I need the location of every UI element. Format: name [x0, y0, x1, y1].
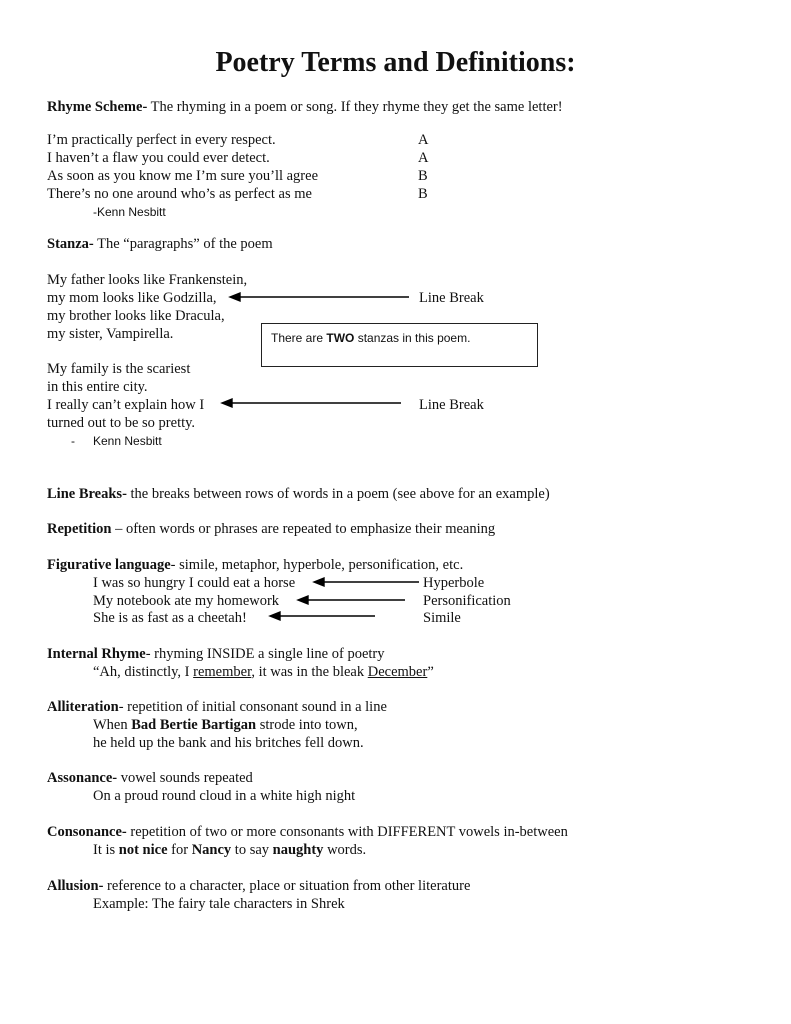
page-title: Poetry Terms and Definitions: [215, 47, 576, 78]
line-break-label: Line Break [419, 290, 484, 306]
poem-author: Kenn Nesbitt [93, 434, 162, 448]
example-emphasis: naughty [272, 842, 324, 858]
term-line-breaks: Line Breaks- [47, 486, 127, 502]
rhyme-word: December [367, 664, 428, 680]
definition-text: – often words or phrases are repeated to emphasize their meaning [111, 521, 496, 537]
alliteration-example: he held up the bank and his britches fell down. [93, 735, 364, 751]
definition-text: - rhyming INSIDE a single line of poetry [145, 646, 385, 662]
note-text: stanzas in this poem. [354, 331, 471, 345]
poem-line: I’m practically perfect in every respect. [47, 132, 276, 148]
term-alliteration: Alliteration [47, 699, 119, 715]
term-figurative-language: Figurative language [47, 557, 171, 573]
example-line: My notebook ate my homework [93, 593, 280, 609]
poem-line: My family is the scariest [47, 361, 191, 377]
example-text: When [93, 717, 132, 733]
arrow-head-icon [298, 596, 308, 604]
definition-text: repetition of two or more consonants with DIFFERENT vowels in-between [126, 824, 568, 840]
poem-line: my sister, Vampirella. [47, 326, 174, 342]
example-text: It is [93, 842, 119, 858]
example-text: for [167, 842, 192, 858]
term-stanza: Stanza- [47, 236, 94, 252]
definition-text: vowel sounds repeated [117, 770, 253, 786]
arrow-head-icon [314, 578, 324, 586]
poem-line: turned out to be so pretty. [47, 415, 196, 431]
note-emphasis: TWO [326, 331, 355, 345]
figure-label: Hyperbole [423, 575, 485, 591]
definition-text: - simile, metaphor, hyperbole, personification, etc. [170, 557, 464, 573]
example-text: , it was in the bleak [251, 664, 368, 680]
poem-line: There’s no one around who’s as perfect as me [47, 186, 312, 202]
allusion-example: Example: The fairy tale characters in Shrek [93, 896, 345, 912]
poem-line: my mom looks like Godzilla, [47, 290, 217, 306]
definition-text: the breaks between rows of words in a poem (see above for an example) [126, 486, 550, 502]
example-text: strode into town, [256, 717, 358, 733]
definition-text: reference to a character, place or situation from other literature [103, 878, 471, 894]
example-line: She is as fast as a cheetah! [93, 610, 247, 626]
rhyme-letter: A [418, 150, 429, 166]
rhyme-word: remember [193, 664, 252, 680]
assonance-example: On a proud round cloud in a white high night [93, 788, 356, 804]
definition-text: The “paragraphs” of the poem [93, 236, 273, 252]
figure-label: Simile [423, 610, 461, 626]
term-allusion: Allusion- [47, 878, 104, 894]
example-emphasis: Bad Bertie Bartigan [131, 717, 257, 733]
arrow-head-icon [270, 612, 280, 620]
example-text: “Ah, distinctly, I [93, 664, 194, 680]
poem-line: my brother looks like Dracula, [47, 308, 225, 324]
poem-author: -Kenn Nesbitt [93, 205, 166, 219]
example-emphasis: Nancy [191, 842, 232, 858]
arrow-head-icon [230, 293, 240, 301]
term-repetition: Repetition [47, 521, 112, 537]
rhyme-letter: A [418, 132, 429, 148]
poem-line: As soon as you know me I’m sure you’ll agree [47, 168, 319, 184]
definition-text: - repetition of initial consonant sound in a line [118, 699, 387, 715]
definition-text: The rhyming in a poem or song. If they rhyme they get the same letter! [147, 99, 563, 115]
note-text: There are [271, 331, 327, 345]
poem-line: I haven’t a flaw you could ever detect. [47, 150, 270, 166]
example-text: ” [427, 664, 434, 680]
example-text: to say [231, 842, 273, 858]
example-emphasis: not nice [118, 842, 168, 858]
poem-line: I really can’t explain how I [47, 397, 205, 413]
example-text: words. [323, 842, 367, 858]
author-dash: - [71, 434, 75, 448]
figure-label: Personification [423, 593, 511, 609]
poem-line: My father looks like Frankenstein, [47, 272, 248, 288]
term-consonance: Consonance- [47, 824, 127, 840]
arrow-head-icon [222, 399, 232, 407]
example-line: I was so hungry I could eat a horse [93, 575, 296, 591]
term-assonance: Assonance- [47, 770, 118, 786]
rhyme-letter: B [418, 186, 428, 202]
rhyme-letter: B [418, 168, 428, 184]
term-rhyme-scheme: Rhyme Scheme- [47, 99, 148, 115]
term-internal-rhyme: Internal Rhyme [47, 646, 146, 662]
line-break-label: Line Break [419, 397, 484, 413]
poem-line: in this entire city. [47, 379, 148, 395]
